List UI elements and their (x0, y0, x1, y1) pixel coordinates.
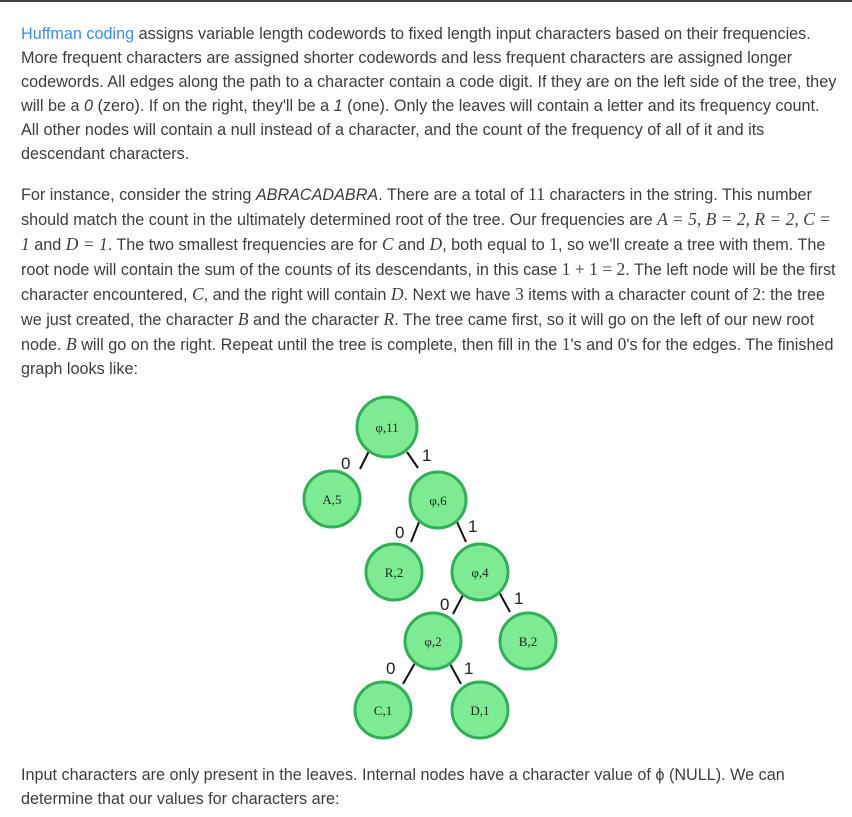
edge-label-n4-n2: 0 (440, 595, 450, 614)
example-text: and the character (248, 311, 384, 329)
edge-n4-n2 (440, 595, 463, 614)
example-text: . Next we have (403, 286, 516, 304)
math-one: 1 (549, 234, 559, 254)
node-label-a: A,5 (322, 492, 342, 507)
math-three: 3 (515, 284, 524, 304)
node-label-root: φ,11 (375, 420, 399, 435)
node-b (500, 613, 556, 669)
math-d-frequency: D = 1 (65, 234, 108, 254)
edge-label-root-a: 0 (341, 454, 351, 473)
example-text: , both equal to (442, 236, 550, 254)
node-d (452, 682, 508, 738)
node-label-d: D,1 (470, 703, 490, 718)
math-sum: 1 + 1 = 2 (561, 259, 626, 279)
huffman-tree-diagram (0, 2, 852, 817)
math-b: B (237, 309, 249, 329)
node-r (366, 544, 422, 600)
edge-label-n2-c: 0 (386, 659, 396, 678)
edge-label-n6-r: 0 (395, 523, 405, 542)
math-c: C (191, 284, 204, 304)
example-text: items with a character count of (523, 286, 753, 304)
example-text: . The left node will be the first character encountered, (21, 261, 836, 304)
math-zero-digit: 0 (617, 334, 627, 354)
example-text: characters in the string. This number should match the count in the ultimately determined root of the tree. Our frequencies are (21, 186, 812, 229)
node-label-n6: φ,6 (429, 493, 447, 508)
example-text: . There are a total of (378, 186, 529, 204)
math-one-digit: 1 (561, 334, 571, 354)
math-b: B (66, 334, 77, 354)
math-d: D (429, 234, 443, 254)
edge-label-n6-n4: 1 (468, 517, 478, 536)
edge-label-n4-b: 1 (514, 589, 524, 608)
math-c: C (381, 234, 394, 254)
intro-text-2: (zero). If on the right, they'll be a (93, 97, 334, 115)
closing-paragraph (21, 763, 841, 811)
example-text: : the tree we just created, the character (21, 286, 825, 329)
edge-n6-r (395, 522, 419, 542)
example-text: . The tree came first, so it will go on the left of our new root node. (21, 311, 815, 354)
edge-n4-b (499, 589, 523, 612)
node-root (357, 397, 417, 457)
example-text: 's for the edges. The finished graph looks like: (21, 336, 834, 378)
node-label-n2: φ,2 (424, 634, 442, 649)
example-text: 's and (570, 336, 618, 354)
phi-symbol: ϕ (655, 766, 665, 784)
node-label-b: B,2 (518, 634, 538, 649)
huffman-coding-link[interactable]: Huffman coding (21, 25, 135, 43)
intro-text-1: assigns variable length codewords to fixed length input characters based on their frequencies. More frequent characters are assigned shorter codewords and less frequent characters are assigned longer codewords. All edges along the path to a character contain a code digit. If they are on the left side of the tree, they will be a (21, 25, 837, 115)
example-text: and (29, 236, 66, 254)
intro-text-3: (one). Only the leaves will contain a letter and its frequency count. All other nodes will contain a null instead of a character, and the count of the frequency of all of it and its descendant characters. (21, 97, 820, 163)
math-d: D (390, 284, 404, 304)
example-text: . The two smallest frequencies are for (107, 236, 382, 254)
example-text: For instance, consider the string (21, 186, 256, 204)
math-frequencies: A = 5, B = 2, R = 2, C = 1 (21, 209, 831, 254)
node-n4 (452, 544, 508, 600)
node-label-r: R,2 (384, 565, 404, 580)
edge-root-a (341, 449, 370, 473)
math-r: R (383, 309, 395, 329)
example-word: ABRACADABRA (255, 186, 379, 204)
node-label-c: C,1 (373, 703, 393, 718)
node-n6 (410, 472, 466, 528)
math-two: 2 (752, 284, 762, 304)
example-text: and (393, 236, 430, 254)
one-digit: 1 (333, 97, 343, 115)
node-c (355, 682, 411, 738)
edge-label-root-n6: 1 (422, 446, 432, 465)
closing-text-1: Input characters are only present in the leaves. Internal nodes have a character value of (21, 766, 656, 784)
closing-text-2: (NULL). We can determine that our values for characters are: (21, 766, 785, 808)
node-label-n4: φ,4 (471, 565, 489, 580)
edge-n2-c (386, 659, 415, 684)
math-total: 11 (528, 184, 546, 204)
edge-root-n6 (407, 446, 431, 468)
node-n2 (405, 613, 461, 669)
node-a (304, 471, 360, 527)
example-text: , and the right will contain (203, 286, 391, 304)
edge-label-n2-d: 1 (464, 659, 474, 678)
example-text: , so we'll create a tree with them. The root node will contain the sum of the counts of its descendants, in this case (21, 236, 826, 279)
zero-digit: 0 (83, 97, 93, 115)
example-text: will go on the right. Repeat until the tree is complete, then fill in the (76, 336, 562, 354)
edge-n6-n4 (457, 517, 477, 542)
